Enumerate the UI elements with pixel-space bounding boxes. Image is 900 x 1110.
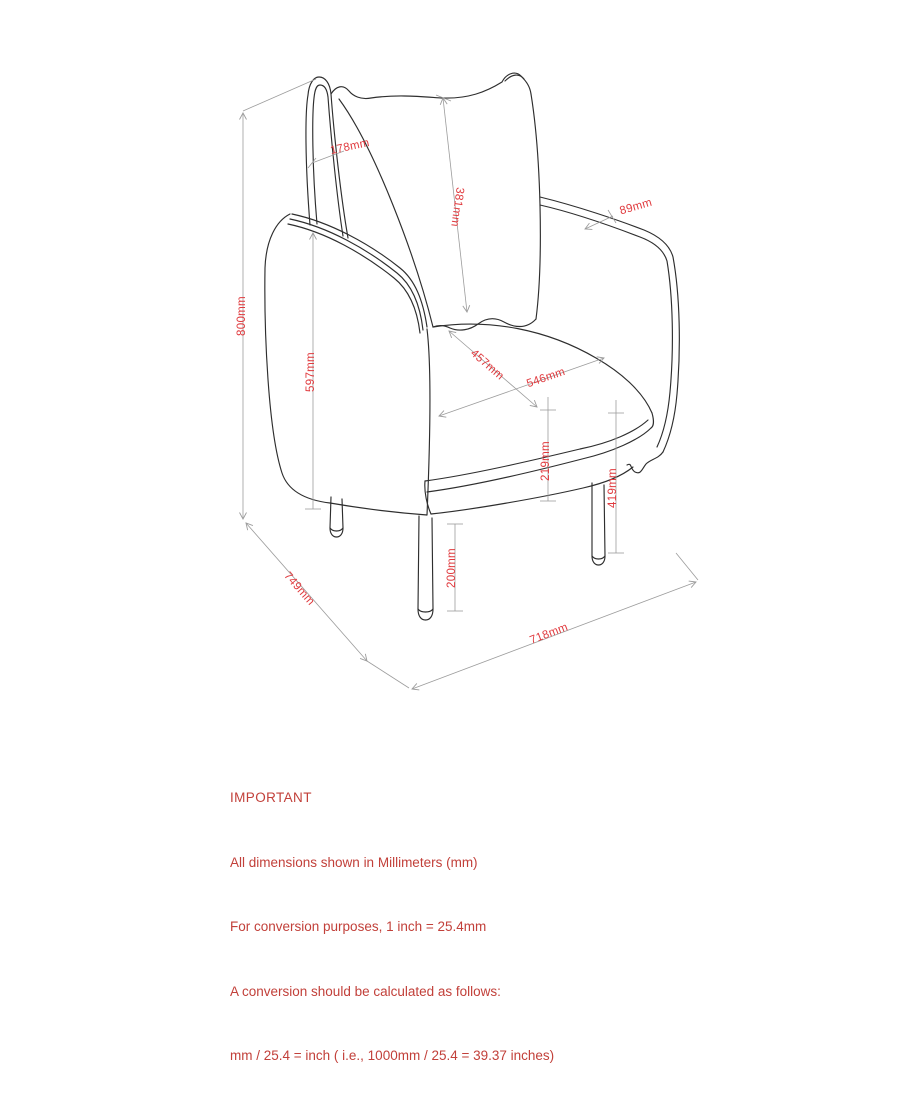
tick-89	[608, 210, 616, 223]
right-arm-bottom-notch	[627, 452, 663, 473]
front-left-leg-cap	[418, 609, 433, 612]
seat-cushion-right-tuck	[651, 413, 653, 428]
back-cushion-left-edge	[339, 99, 433, 327]
note-line-conversion: For conversion purposes, 1 inch = 25.4mm	[230, 919, 487, 934]
dim-label-89: 89mm	[618, 196, 654, 218]
ext-line-718-right	[676, 553, 698, 580]
dimension-labels	[236, 137, 654, 647]
note-title: IMPORTANT	[230, 790, 312, 805]
dim-label-457: 457mm	[468, 347, 506, 383]
dim-label-219: 219mm	[540, 441, 552, 481]
right-arm-inner-edge	[540, 205, 672, 447]
important-note	[230, 744, 554, 1110]
backrest-frame-loop-inner	[313, 85, 343, 236]
note-line-formula: mm / 25.4 = inch ( i.e., 1000mm / 25.4 = 39.37 inches)	[230, 1048, 555, 1063]
back-cushion-ear-fold	[505, 75, 524, 81]
dim-label-178: 178mm	[329, 136, 371, 158]
dim-label-546: 546mm	[525, 365, 567, 391]
tick-178	[308, 158, 316, 168]
back-cushion-right-edge	[531, 94, 540, 319]
dim-line-546	[439, 358, 604, 416]
left-arm-outer-silhouette	[265, 214, 427, 515]
dim-label-381: 381mm	[448, 186, 466, 228]
front-right-leg	[592, 483, 605, 565]
dim-label-718: 718mm	[528, 621, 570, 647]
dim-label-419: 419mm	[607, 468, 619, 508]
dim-line-89	[585, 216, 613, 229]
seat-cushion-top-edge	[433, 324, 652, 413]
back-cushion-top-edge	[331, 73, 531, 98]
ext-line-top-left	[243, 79, 316, 111]
dim-label-749: 749mm	[281, 570, 317, 608]
left-arm-front-edge	[427, 329, 430, 515]
dim-label-800: 800mm	[236, 296, 248, 336]
note-line-units: All dimensions shown in Millimeters (mm)	[230, 854, 478, 870]
seat-base-bottom-edge	[431, 467, 633, 514]
right-arm-outer-edge	[540, 197, 679, 452]
ext-line-749-718-corner	[367, 661, 409, 688]
rear-left-leg-cap	[330, 528, 343, 531]
armchair-line-drawing	[265, 73, 679, 620]
note-line-formula-intro: A conversion should be calculated as follows:	[230, 983, 501, 999]
dim-label-597: 597mm	[305, 352, 317, 392]
left-arm-top-piping-2	[290, 219, 423, 330]
front-left-leg	[418, 516, 433, 620]
left-arm-top-piping-3	[288, 224, 420, 333]
front-right-leg-cap	[592, 556, 605, 559]
dim-label-200: 200mm	[446, 548, 458, 588]
